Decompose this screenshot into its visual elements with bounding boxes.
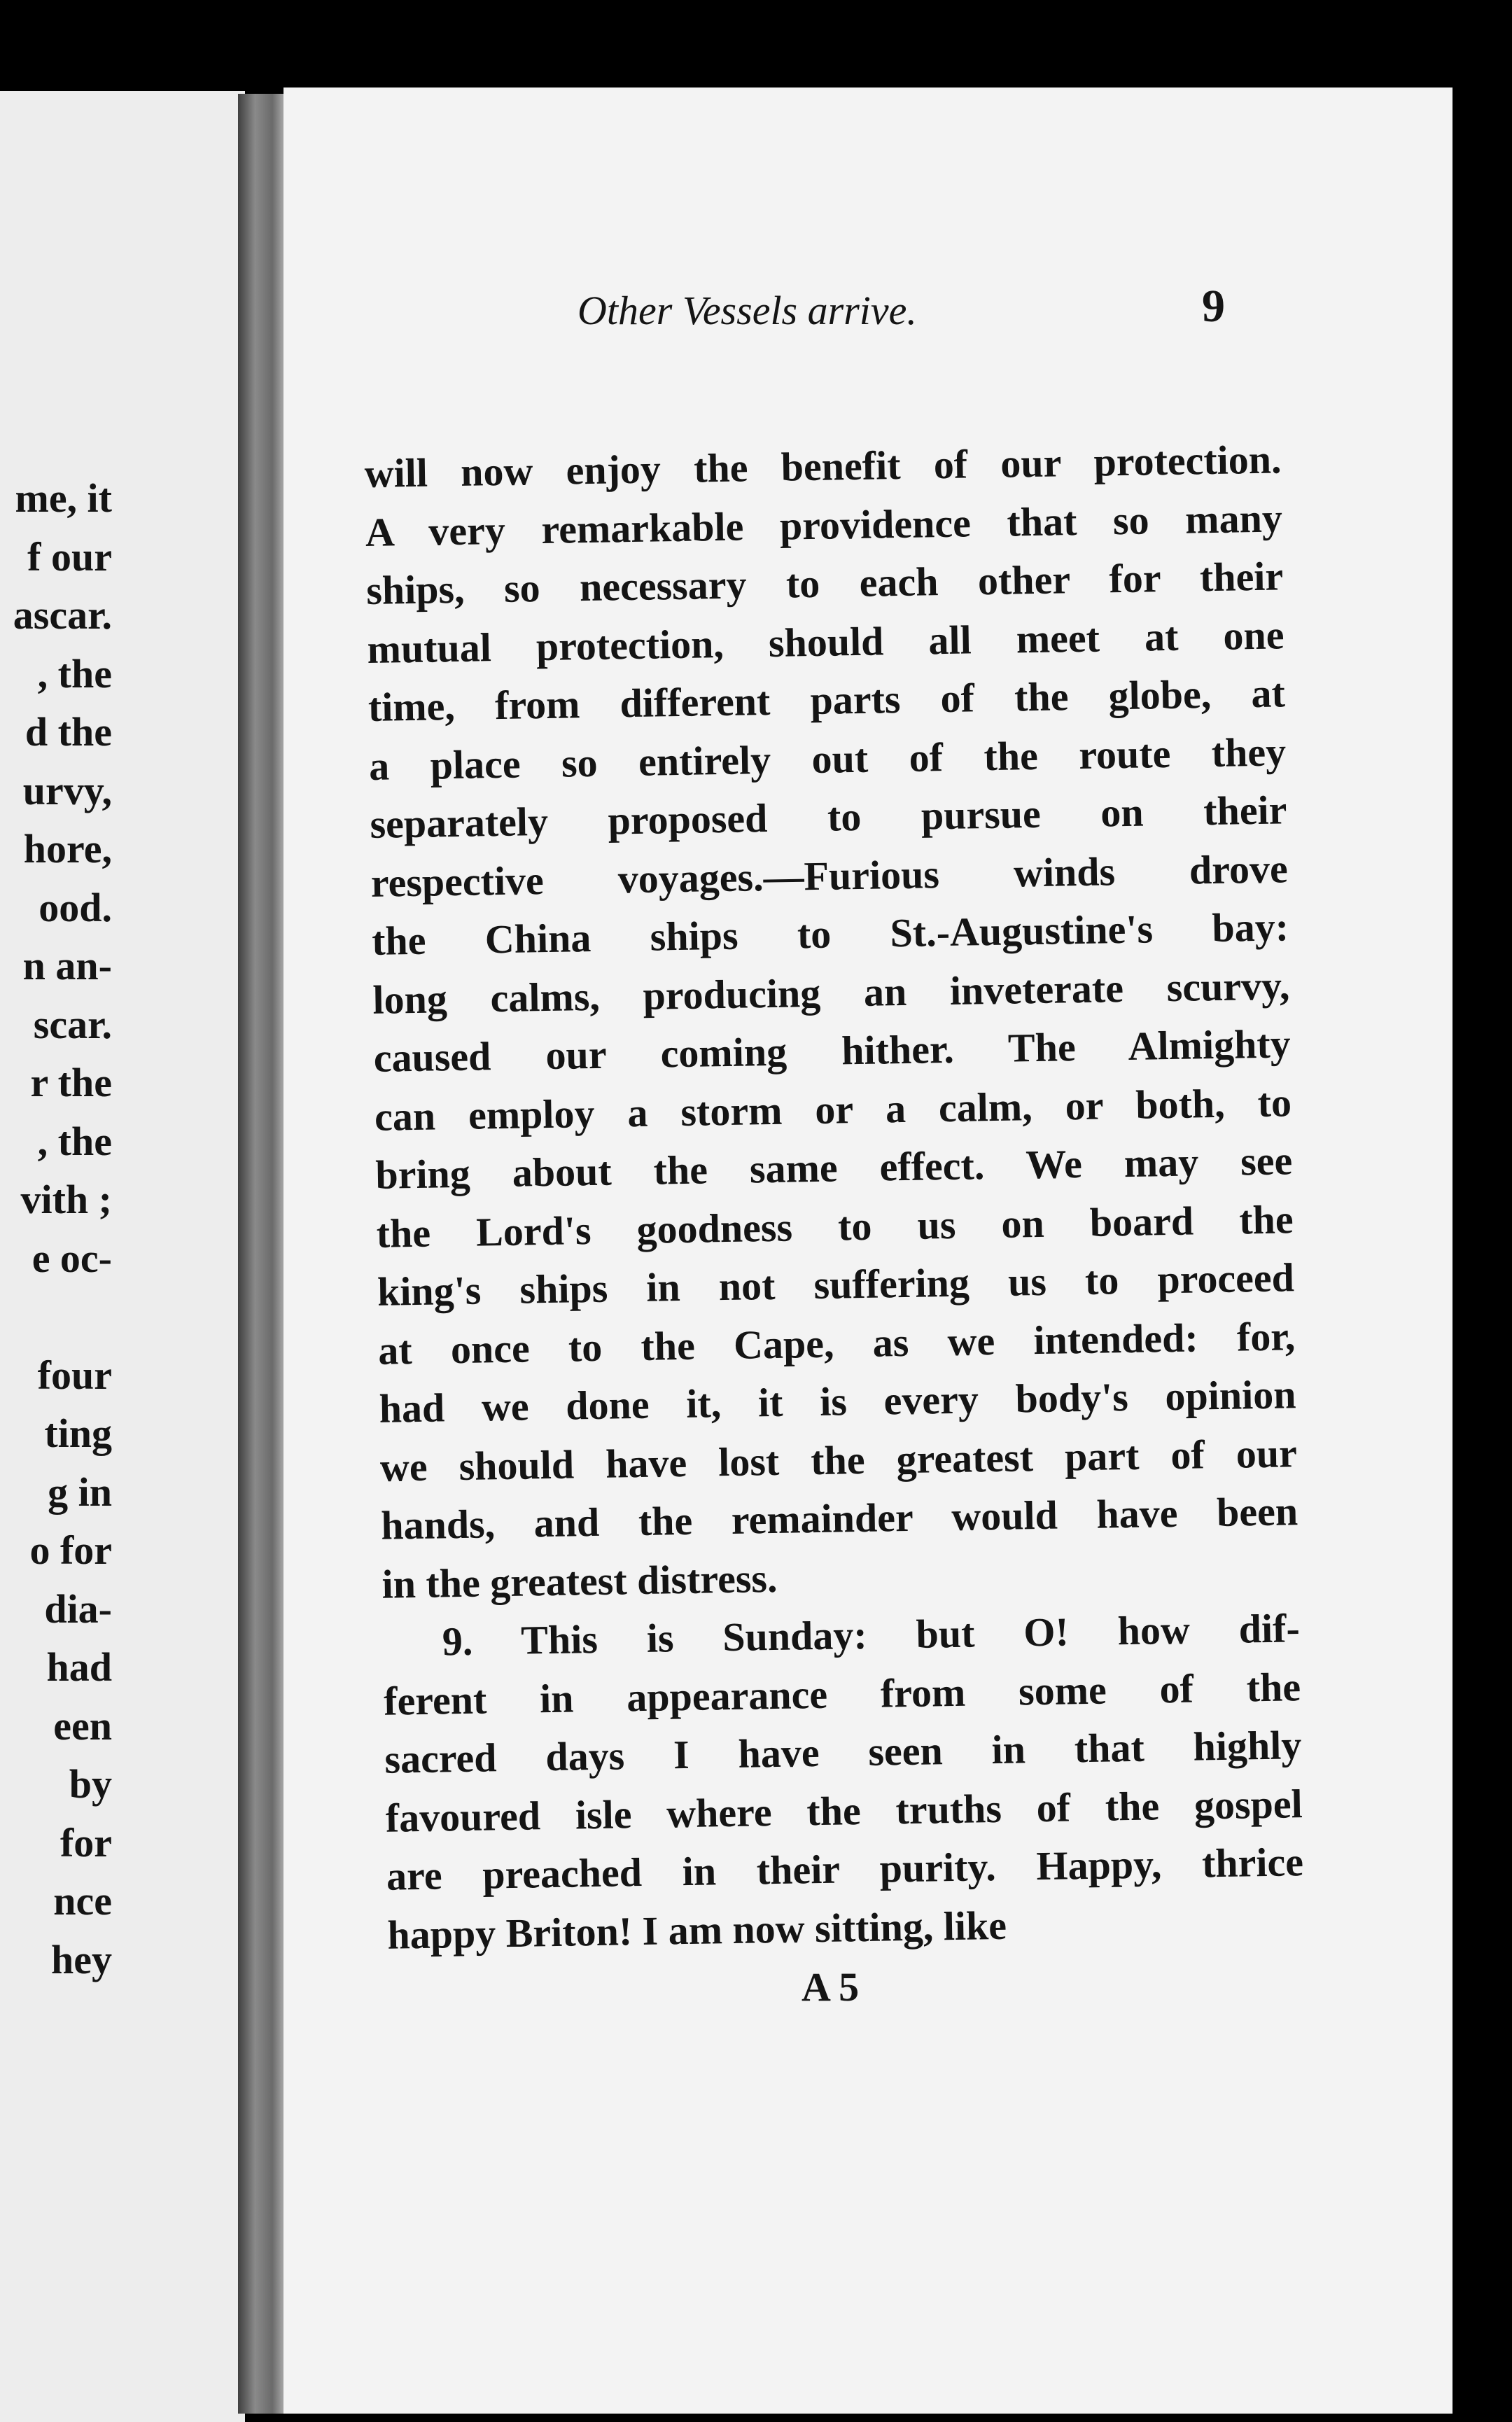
text-line: ferent in appearance from some of the — [383, 1663, 1301, 1724]
text-line: caused our coming hither. The Almighty — [373, 1021, 1292, 1081]
left-page-line: me, it — [15, 475, 112, 521]
left-page-line — [0, 1287, 112, 1346]
book-gutter — [238, 94, 287, 2414]
text-line: in the greatest distress. — [382, 1555, 778, 1607]
left-page-line: hey — [51, 1936, 112, 1982]
running-head — [298, 280, 1225, 350]
left-page-line: four — [37, 1352, 112, 1398]
left-page-line: een — [53, 1702, 112, 1749]
left-page-line: d the — [24, 709, 112, 755]
text-line: king's ships in not suffering us to proceed — [377, 1254, 1295, 1315]
text-line: ships, so necessary to each other for their — [365, 553, 1284, 613]
left-page-line: by — [69, 1761, 112, 1807]
left-page-line: ood. — [38, 884, 112, 930]
left-page-line: dia- — [44, 1586, 112, 1632]
text-line: happy Briton! I am now sitting, like — [386, 1902, 1007, 1958]
left-page-line: ascar. — [13, 592, 112, 638]
left-page-line: nce — [53, 1878, 112, 1924]
text-line: we should have lost the greatest part of our — [379, 1429, 1298, 1490]
text-line: can employ a storm or a calm, or both, to — [374, 1079, 1292, 1140]
text-line: long calms, producing an inveterate scurvy, — [372, 962, 1290, 1023]
text-line: had we done it, it is every body's opinion — [379, 1371, 1296, 1432]
left-page-line: urvy, — [22, 767, 112, 813]
text-line: mutual protection, should all meet at one — [367, 611, 1284, 672]
text-line: will now enjoy the benefit of our protection. — [364, 436, 1282, 496]
text-line: sacred days I have seen in that highly — [384, 1722, 1302, 1782]
left-page-line: n an- — [22, 943, 112, 988]
left-page-text — [0, 469, 112, 1989]
left-page-line: for — [59, 1819, 112, 1865]
left-page — [0, 91, 245, 2422]
left-page-line: scar. — [33, 1001, 112, 1047]
text-line: favoured isle where the truths of the gospel — [385, 1780, 1303, 1841]
text-line: respective voyages.—Furious winds drove — [370, 845, 1289, 906]
left-page-line: had — [46, 1644, 112, 1690]
text-line: 9. This is Sunday: but O! how dif- — [442, 1605, 1301, 1665]
left-page-line: e oc- — [31, 1235, 112, 1281]
body-lines — [364, 430, 1305, 1963]
left-page-line: hore, — [23, 826, 112, 872]
left-page-line: f our — [27, 533, 112, 580]
left-page-line: ting — [44, 1410, 112, 1456]
text-line: bring about the same effect. We may see — [374, 1138, 1293, 1198]
text-line: the China ships to St.-Augustine's bay: — [371, 904, 1289, 964]
text-line: at once to the Cape, as we intended: for, — [377, 1312, 1296, 1373]
text-line: a place so entirely out of the route they — [368, 728, 1287, 789]
left-page-line: g in — [48, 1469, 112, 1515]
left-page-line: , the — [37, 650, 112, 696]
text-line: the Lord's goodness to us on board the — [376, 1196, 1294, 1256]
body-text — [364, 430, 1305, 1963]
text-line: time, from different parts of the globe, at — [368, 670, 1286, 730]
left-page-line: r the — [30, 1060, 112, 1105]
page-number: 9 — [1202, 281, 1225, 332]
text-line: are preached in their purity. Happy, thrice — [386, 1839, 1304, 1899]
left-page-line: , the — [37, 1118, 112, 1164]
running-head-title: Other Vessels arrive. — [578, 288, 917, 333]
signature-mark — [802, 1963, 859, 2010]
left-page-line: o for — [29, 1527, 112, 1573]
signature-text: A 5 — [802, 1964, 860, 2010]
text-line: separately proposed to pursue on their — [370, 787, 1287, 847]
text-line: hands, and the remainder would have been — [380, 1488, 1298, 1548]
left-page-line: vith ; — [20, 1177, 112, 1222]
text-line: A very remarkable providence that so many — [365, 494, 1283, 555]
